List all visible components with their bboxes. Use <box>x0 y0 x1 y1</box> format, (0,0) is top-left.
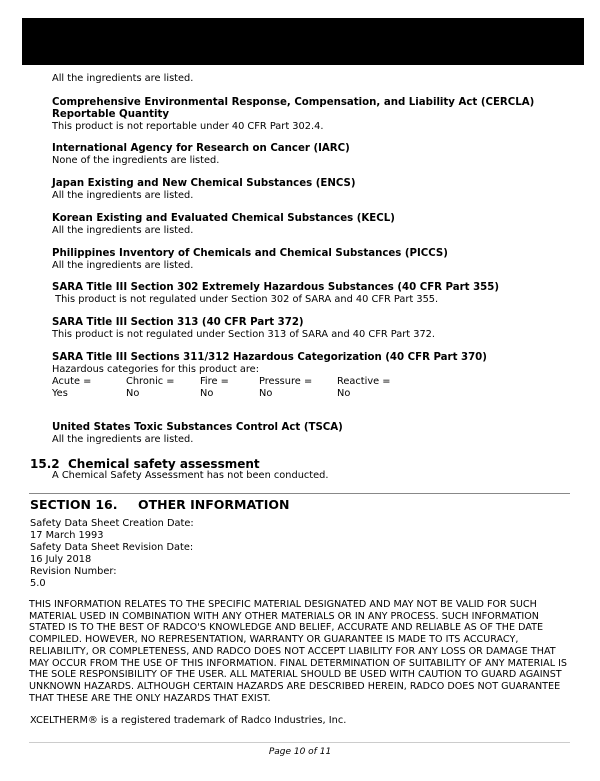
list-item-text: This product is not reportable under 40 CFR Part 302.4. <box>52 121 324 132</box>
list-item-text: Hazardous categories for this product are: <box>52 364 259 375</box>
list-item-title: Philippines Inventory of Chemicals and Chemical Substances (PICCS) <box>52 248 448 259</box>
header-bar <box>22 18 584 65</box>
section-divider <box>29 493 570 494</box>
trademark-text: XCELTHERM® is a registered trademark of Radco Industries, Inc. <box>30 715 347 726</box>
hazard-category-label: Reactive = <box>337 376 391 387</box>
section-15-2-heading <box>30 457 260 471</box>
list-item-text: All the ingredients are listed. <box>52 225 194 236</box>
list-item-text: All the ingredients are listed. <box>52 434 194 445</box>
list-item-text: This product is not regulated under Section 302 of SARA and 40 CFR Part 355. <box>52 294 439 305</box>
hazard-category-value: Yes <box>52 388 68 399</box>
disclaimer-text: THIS INFORMATION RELATES TO THE SPECIFIC MATERIAL DESIGNATED AND MAY NOT BE VALID FOR SUCH MATERIAL USED IN COMBINATION WITH ANY OTHER MATERIALS OR IN ANY PROCESS. SUCH INFORMATION STATED IS TO THE BEST OF RADCO'S KNOWLEDGE AND BELIEF, ACCURATE AND RELIABLE AS OF THE DATE COMPILED. HOWEVER, NO REPRESENTATION, WARRANTY OR GUARANTEE IS MADE TO ITS ACCURACY, RELIABILITY, OR COMPLETENESS, AND RADCO DOES NOT ACCEPT LIABILITY FOR ANY LOSS OR DAMAGE THAT MAY OCCUR FROM THE USE OF THIS INFORMATION. FINAL DETERMINATION OF SUITABILITY OF ANY MATERIAL IS THE SOLE RESPONSIBILITY OF THE USER. ALL MATERIAL SHOULD BE USED WITH CAUTION TO GUARD AGAINST UNKNOWN HAZARDS. ALTHOUGH CERTAIN HAZARDS ARE DESCRIBED HEREIN, RADCO DOES NOT GUARANTEE THAT THESE ARE THE ONLY HAZARDS THAT EXIST. <box>29 599 568 704</box>
list-item-title: International Agency for Research on Cancer (IARC) <box>52 143 350 154</box>
list-item-title: Korean Existing and Evaluated Chemical Substances (KECL) <box>52 213 395 224</box>
info-line: Safety Data Sheet Creation Date: <box>30 518 194 529</box>
hazard-category-label: Fire = <box>200 376 229 387</box>
list-item-title: SARA Title III Section 302 Extremely Hazardous Substances (40 CFR Part 355) <box>52 282 499 293</box>
hazard-category-value: No <box>200 388 214 399</box>
list-item-title: Japan Existing and New Chemical Substances (ENCS) <box>52 178 356 189</box>
info-line: 16 July 2018 <box>30 554 92 565</box>
info-line: 17 March 1993 <box>30 530 104 541</box>
hazard-category-value: No <box>259 388 273 399</box>
hazard-category-value: No <box>126 388 140 399</box>
info-line: 5.0 <box>30 578 46 589</box>
list-item-text: All the ingredients are listed. <box>52 190 194 201</box>
section-16-heading <box>30 497 117 512</box>
info-line: Safety Data Sheet Revision Date: <box>30 542 194 553</box>
hazard-category-value: No <box>337 388 351 399</box>
list-item-text: This product is not regulated under Section 313 of SARA and 40 CFR Part 372. <box>52 329 436 340</box>
footer-divider <box>29 742 570 743</box>
section-text: A Chemical Safety Assessment has not been conducted. <box>52 470 329 481</box>
section-16-title: OTHER INFORMATION <box>138 497 290 512</box>
info-line: Revision Number: <box>30 566 117 577</box>
list-item-title: United States Toxic Substances Control Act (TSCA) <box>52 422 343 433</box>
hazard-category-label: Chronic = <box>126 376 175 387</box>
page-number: Page 10 of 11 <box>268 747 332 757</box>
list-item-title: SARA Title III Sections 311/312 Hazardous Categorization (40 CFR Part 370) <box>52 352 487 363</box>
list-item-title: Reportable Quantity <box>52 109 169 120</box>
list-item-text: All the ingredients are listed. <box>52 73 194 84</box>
section-number: 15.2 <box>30 457 60 471</box>
list-item-title: Comprehensive Environmental Response, Compensation, and Liability Act (CERCLA) <box>52 97 535 108</box>
hazard-category-label: Acute = <box>52 376 92 387</box>
list-item-title: SARA Title III Section 313 (40 CFR Part 372) <box>52 317 304 328</box>
list-item-text: All the ingredients are listed. <box>52 260 194 271</box>
list-item-text: None of the ingredients are listed. <box>52 155 220 166</box>
section-title: Chemical safety assessment <box>67 457 260 471</box>
hazard-category-label: Pressure = <box>259 376 313 387</box>
section-number: SECTION 16. <box>30 497 118 512</box>
